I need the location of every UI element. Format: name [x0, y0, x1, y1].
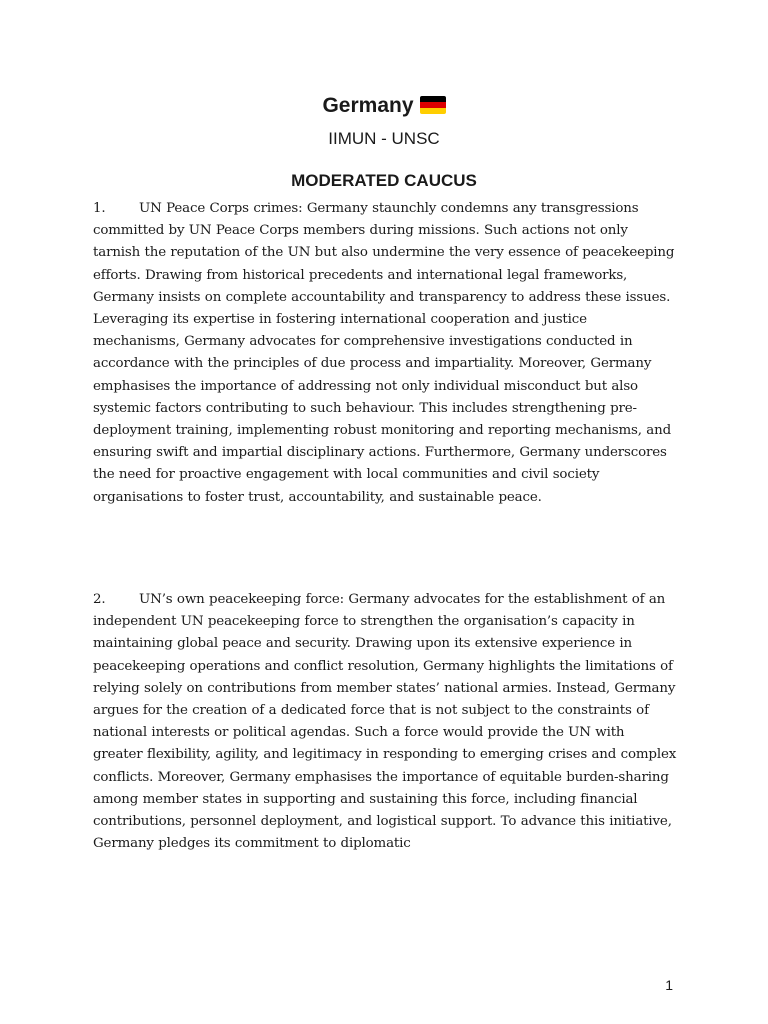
document-title	[0, 92, 768, 120]
paragraph-1	[93, 198, 677, 509]
paragraph-text: UN Peace Corps crimes: Germany staunchly condemns any transgressions committed by UN Peace Corps members during missions. Such actions not only tarnish the reputation of the UN but also undermine the very essence of peacekeeping efforts. Drawing from historical precedents and international legal frameworks, Germany insists on complete accountability and transparency to address these issues. Leveraging its expertise in fostering international cooperation and justice mechanisms, Germany advocates for comprehensive investigations conducted in accordance with the principles of due process and impartiality. Moreover, Germany emphasises the importance of addressing not only individual misconduct but also systemic factors contributing to such behaviour. This includes strengthening pre-deployment training, implementing robust monitoring and reporting mechanisms, and ensuring swift and impartial disciplinary actions. Furthermore, Germany underscores the need for proactive engagement with local communities and civil society organisations to foster trust, accountability, and sustainable peace.	[93, 201, 675, 505]
paragraph-2	[93, 589, 677, 855]
paragraph-text: UN’s own peacekeeping force: Germany advocates for the establishment of an independent UN peacekeeping force to strengthen the organisation’s capacity in maintaining global peace and security. Drawing upon its extensive experience in peacekeeping operations and conflict resolution, Germany highlights the limitations of relying solely on contributions from member states’ national armies. Instead, Germany argues for the creation of a dedicated force that is not subject to the constraints of national interests or political agendas. Such a force would provide the UN with greater flexibility, agility, and legitimacy in responding to emerging crises and complex conflicts. Moreover, Germany emphasises the importance of equitable burden-sharing among member states in supporting and sustaining this force, including financial contributions, personnel deployment, and logistical support. To advance this initiative, Germany pledges its commitment to diplomatic	[93, 592, 677, 852]
flag-stripe-gold	[420, 108, 446, 114]
title-text: Germany	[322, 94, 414, 117]
section-heading: MODERATED CAUCUS	[291, 171, 477, 190]
paragraph-number: 1.	[93, 201, 106, 216]
paragraph-number: 2.	[93, 592, 106, 607]
germany-flag-icon	[420, 96, 446, 114]
page-number: 1	[665, 977, 673, 993]
document-subtitle: IIMUN - UNSC	[328, 129, 440, 148]
